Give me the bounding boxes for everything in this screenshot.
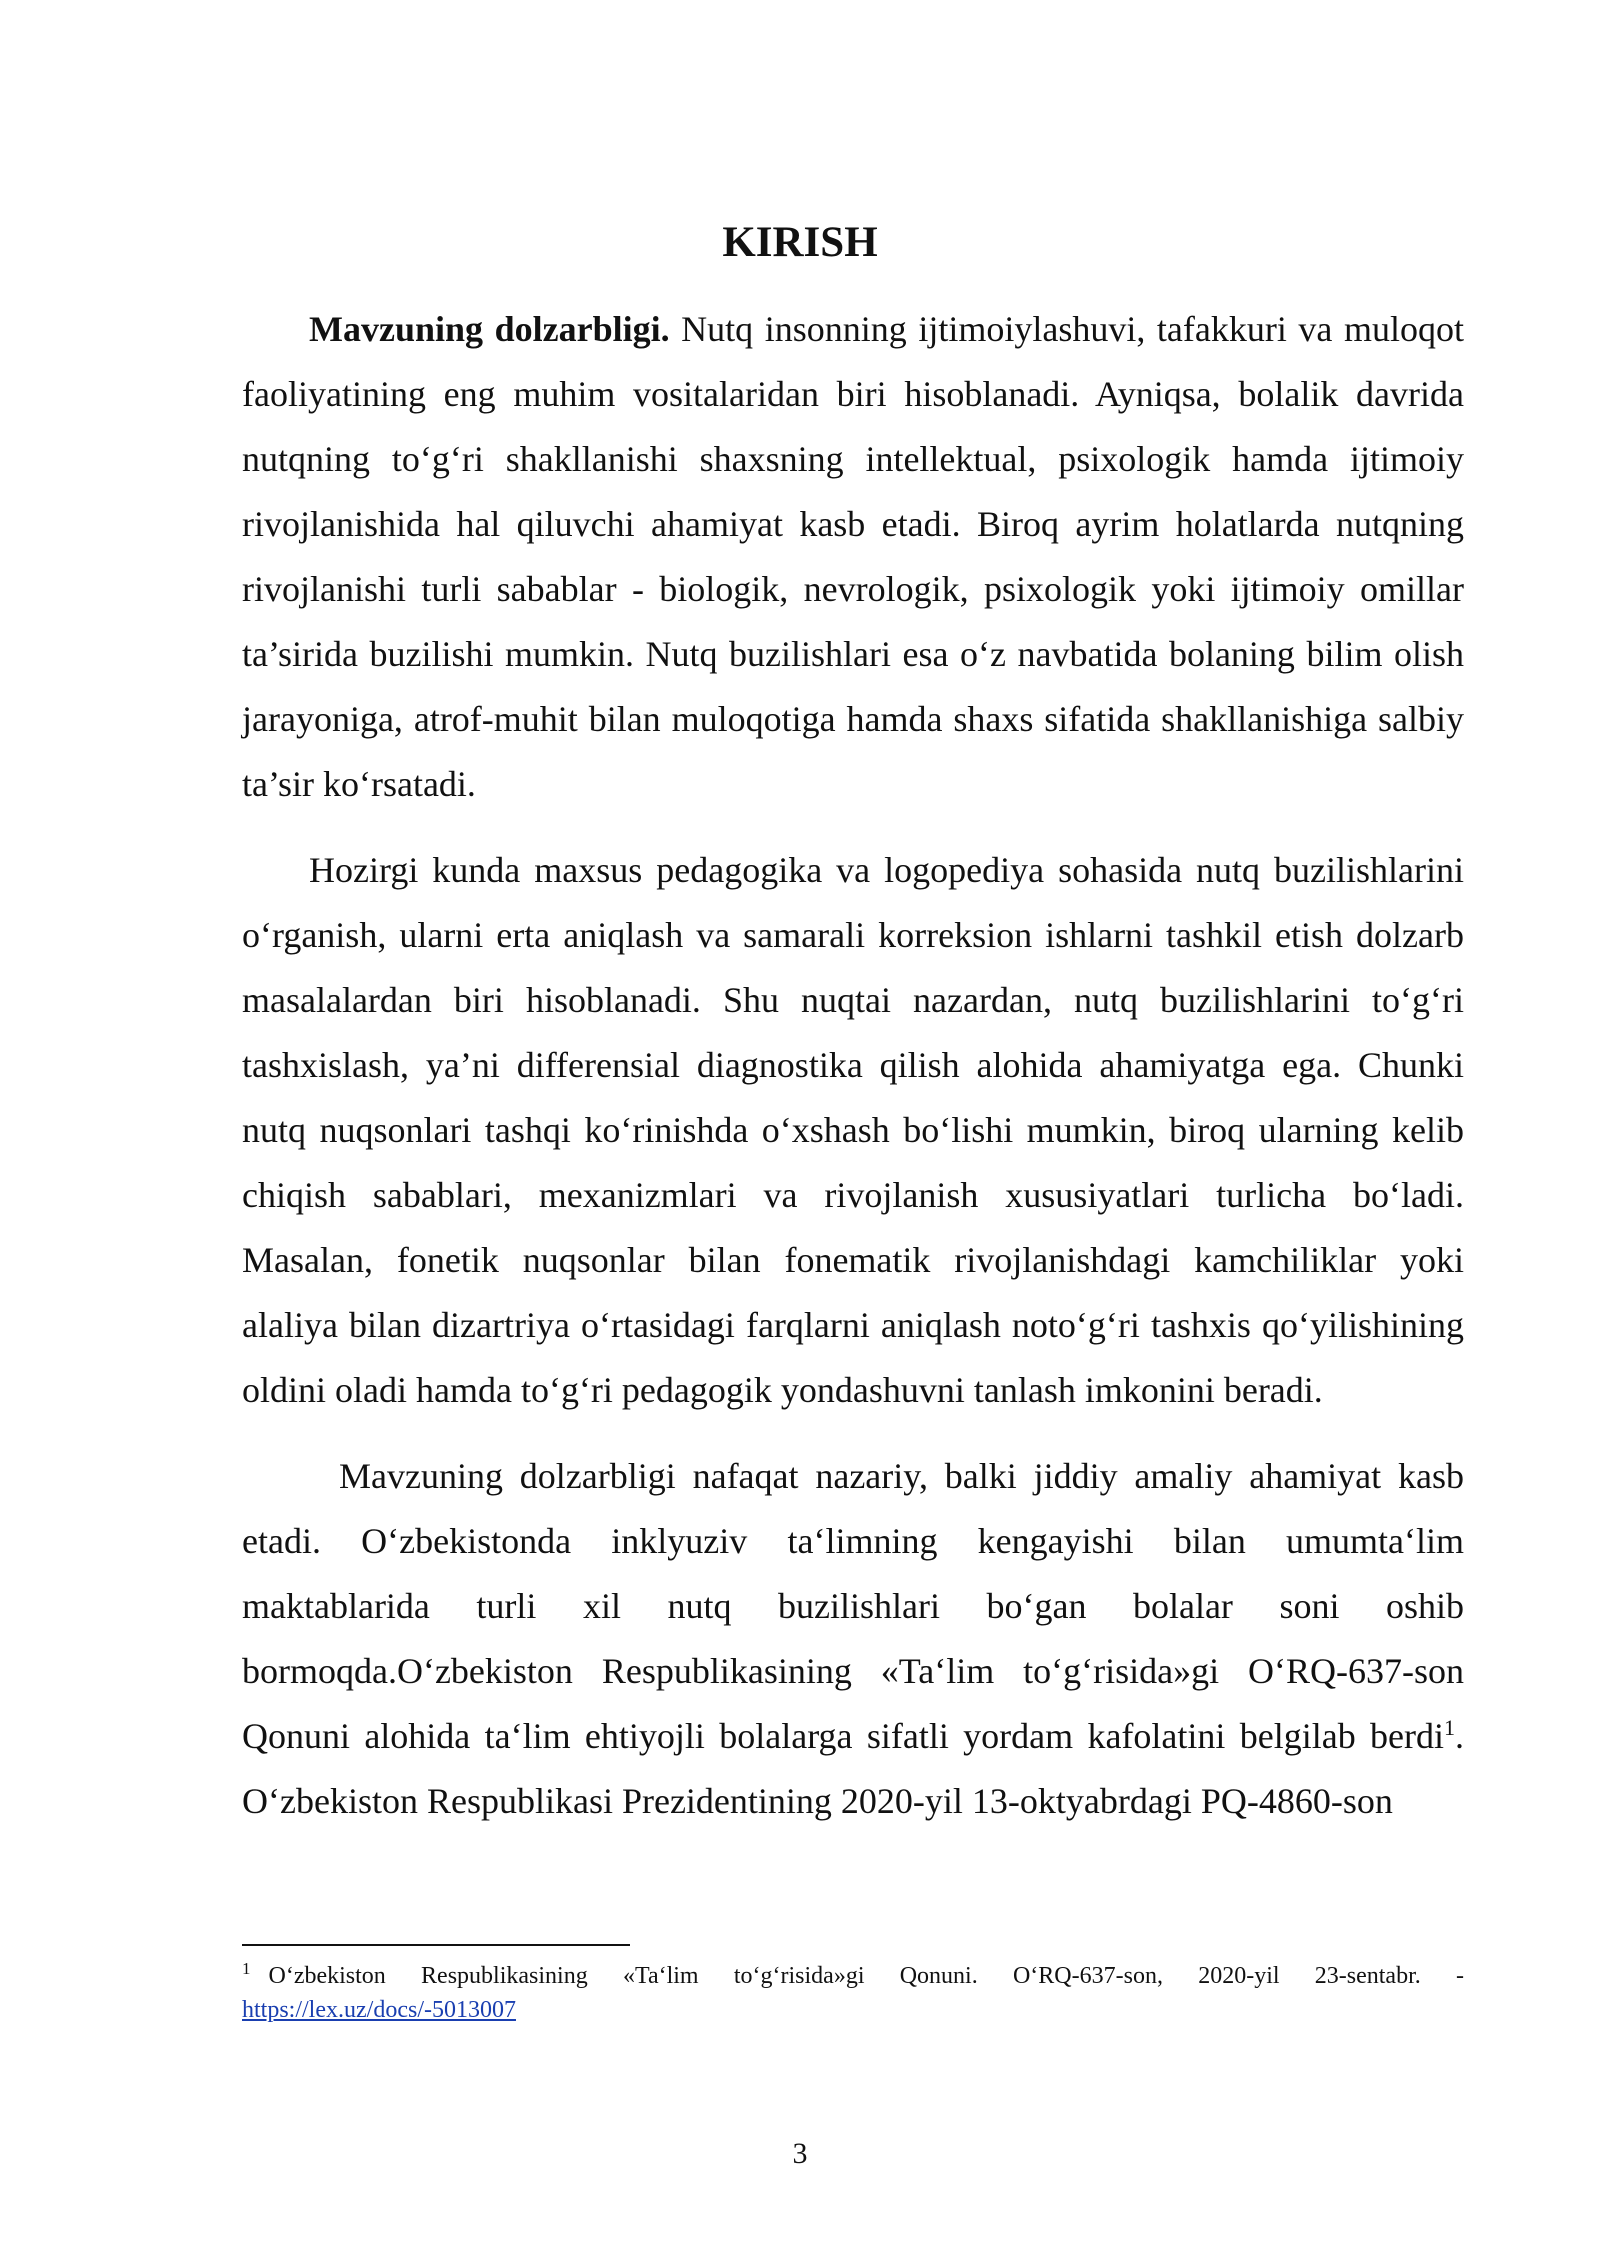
- footnote-separator: [242, 1944, 630, 1946]
- paragraph-practical-importance: [242, 1444, 1464, 1834]
- footnote: [242, 1959, 1464, 2027]
- footnote-text: O‘zbekiston Respublikasining «Ta‘lim to‘g‘risida»gi Qonuni. O‘RQ-637-son, 2020-yil 23-sentabr. -: [268, 1963, 1464, 1989]
- section-heading: KIRISH: [722, 219, 878, 266]
- body-text: [242, 297, 1464, 1834]
- page-number: 3: [792, 2137, 808, 2170]
- paragraph-text-continued: . O‘zbekiston Respublikasi Prezidentining 2020-yil 13-oktyabrdagi PQ-4860-son: [242, 1716, 1464, 1821]
- paragraph-relevance: [242, 297, 1464, 817]
- footnote-reference[interactable]: 1: [1444, 1715, 1455, 1740]
- paragraph-current-state: [242, 838, 1464, 1423]
- paragraph-text: Nutq insonning ijtimoiylashuvi, tafakkuri va muloqot faoliyatining eng muhim vositalaridan biri hisoblanadi. Ayniqsa, bolalik davrida nutqning to‘g‘ri shakllanishi shaxsning intellektual, psixologik hamda ijtimoiy rivojlanishida hal qiluvchi ahamiyat kasb etadi. Biroq ayrim holatlarda nutqning rivojlanishi turli sabablar - biologik, nevrologik, psixologik yoki ijtimoiy omillar ta’sirida buzilishi mumkin. Nutq buzilishlari esa o‘z navbatida bolaning bilim olish jarayoniga, atrof-muhit bilan muloqotiga hamda shaxs sifatida shakllanishiga salbiy ta’sir ko‘rsatadi.: [242, 309, 1464, 804]
- footnote-mark: 1: [242, 1959, 251, 1978]
- paragraph-lead: Mavzuning dolzarbligi.: [309, 309, 670, 349]
- paragraph-text: Mavzuning dolzarbligi nafaqat nazariy, balki jiddiy amaliy ahamiyat kasb etadi. O‘zbekistonda inklyuziv ta‘limning kengayishi bilan umumta‘lim maktablarida turli xil nutq buzilishlari bo‘gan bolalar soni oshib bormoqda.O‘zbekiston Respublikasining «Ta‘lim to‘g‘risida»gi O‘RQ-637-son Qonuni alohida ta‘lim ehtiyojli bolalarga sifatli yordam kafolatini belgilab berdi: [242, 1456, 1464, 1756]
- paragraph-text: Hozirgi kunda maxsus pedagogika va logopediya sohasida nutq buzilishlarini o‘rganish, ularni erta aniqlash va samarali korreksion ishlarni tashkil etish dolzarb masalalardan biri hisoblanadi. Shu nuqtai nazardan, nutq buzilishlarini to‘g‘ri tashxislash, ya’ni differensial diagnostika qilish alohida ahamiyatga ega. Chunki nutq nuqsonlari tashqi ko‘rinishda o‘xshash bo‘lishi mumkin, biroq ularning kelib chiqish sabablari, mexanizmlari va rivojlanish xususiyatlari turlicha bo‘ladi. Masalan, fonetik nuqsonlar bilan fonematik rivojlanishdagi kamchiliklar yoki alaliya bilan dizartriya o‘rtasidagi farqlarni aniqlash noto‘g‘ri tashxis qo‘yilishining oldini oladi hamda to‘g‘ri pedagogik yondashuvni tanlash imkonini beradi.: [242, 850, 1464, 1410]
- footnote-link[interactable]: https://lex.uz/docs/-5013007: [242, 1997, 516, 2023]
